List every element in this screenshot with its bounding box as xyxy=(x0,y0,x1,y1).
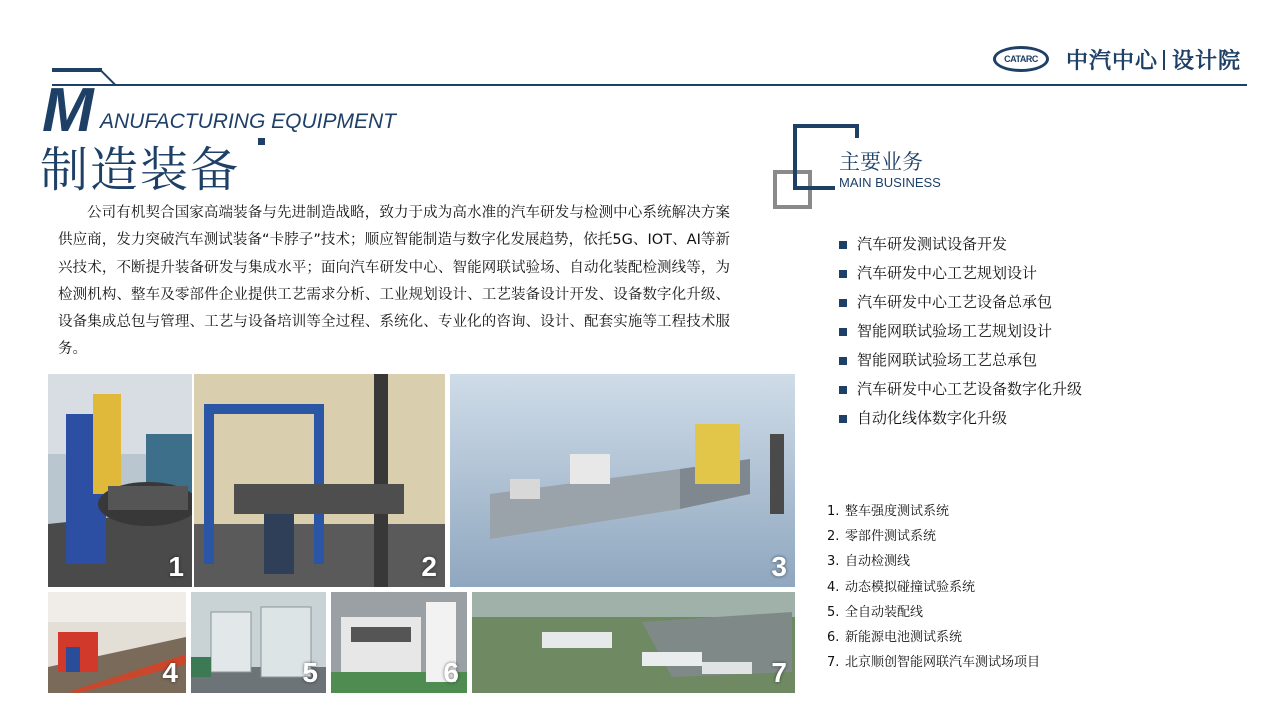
title-en: ANUFACTURING EQUIPMENT xyxy=(100,110,396,133)
bullet-square-icon xyxy=(839,241,847,249)
business-item: 自动化线体数字化升级 xyxy=(839,404,1082,433)
photo-6 xyxy=(331,592,467,693)
bullet-square-icon xyxy=(839,386,847,394)
header-rule xyxy=(52,84,1247,86)
caption-item: 1. 整车强度测试系统 xyxy=(827,504,950,519)
photo-3 xyxy=(450,374,795,587)
photo-number: 6 xyxy=(443,657,459,688)
bullet-square-icon xyxy=(839,328,847,336)
caption-item: 6. 新能源电池测试系统 xyxy=(827,629,963,645)
photo-5 xyxy=(191,592,326,693)
bullet-square-icon xyxy=(839,415,847,423)
photo-number: 2 xyxy=(421,551,437,582)
logo-divider xyxy=(1163,50,1165,70)
title-dot xyxy=(258,138,265,145)
main-business-title: 主要业务 xyxy=(839,150,923,174)
photo-number: 4 xyxy=(162,657,178,688)
business-item: 智能网联试验场工艺规划设计 xyxy=(839,317,1082,346)
catarc-logo-icon: CATARC xyxy=(993,46,1049,72)
section-deco-blue-base xyxy=(793,186,835,190)
photo-number: 1 xyxy=(168,551,184,582)
bullet-square-icon xyxy=(839,270,847,278)
section-deco-blue-tick xyxy=(855,124,859,138)
main-business-subtitle: MAIN BUSINESS xyxy=(839,175,941,190)
caption-item: 7. 北京顺创智能网联汽车测试场项目 xyxy=(827,655,1041,671)
auto-inspection-line-render xyxy=(450,374,795,587)
caption-item: 5. 全自动装配线 xyxy=(827,604,924,620)
header-accent-slant xyxy=(98,68,116,86)
business-item: 汽车研发中心工艺设备总承包 xyxy=(839,288,1082,317)
photo-4 xyxy=(48,592,186,693)
header-accent-tab xyxy=(52,68,102,72)
intro-paragraph: 公司有机契合国家高端装备与先进制造战略，致力于成为高水准的汽车研发与检测中心系统解决方案供应商，发力突破汽车测试装备“卡脖子”技术；顺应智能制造与数字化发展趋势，依托5G、IOT、AI等新兴技术，不断提升装备研发与集成水平；面向汽车研发中心、智能网联试验场、自动化装配检测线等，为检测机构、整车及零部件企业提供工艺需求分析、工业规划设计、工艺装备设计开发、设备数字化升级、设备集成总包与管理、工艺与设备培训等全过程、系统化、专业化的咨询、设计、配套实施等工程技术服务。 xyxy=(58,205,730,358)
test-site-aerial-image xyxy=(472,592,795,693)
photo-2 xyxy=(194,374,445,587)
caption-item: 3. 自动检测线 xyxy=(827,554,911,570)
photo-number: 7 xyxy=(771,657,787,688)
logo-dept-name: 设计院 xyxy=(1172,49,1242,74)
logo-org-name: 中汽中心 xyxy=(1066,49,1159,74)
business-list xyxy=(839,230,1082,433)
title-en-initial: M xyxy=(42,76,94,145)
caption-item: 2. 零部件测试系统 xyxy=(827,529,937,545)
component-test-image xyxy=(194,374,445,587)
photo-caption-list xyxy=(827,499,1040,675)
business-item: 汽车研发中心工艺规划设计 xyxy=(839,259,1082,288)
business-item: 汽车研发中心工艺设备数字化升级 xyxy=(839,375,1082,404)
photo-number: 5 xyxy=(302,657,318,688)
photo-1 xyxy=(48,374,192,587)
caption-item: 4. 动态模拟碰撞试验系统 xyxy=(827,579,976,595)
bullet-square-icon xyxy=(839,357,847,365)
business-item: 汽车研发测试设备开发 xyxy=(839,230,1082,259)
photo-number: 3 xyxy=(771,551,787,582)
photo-7 xyxy=(472,592,795,693)
page-title: 制造装备 xyxy=(40,142,241,198)
business-item: 智能网联试验场工艺总承包 xyxy=(839,346,1082,375)
bullet-square-icon xyxy=(839,299,847,307)
